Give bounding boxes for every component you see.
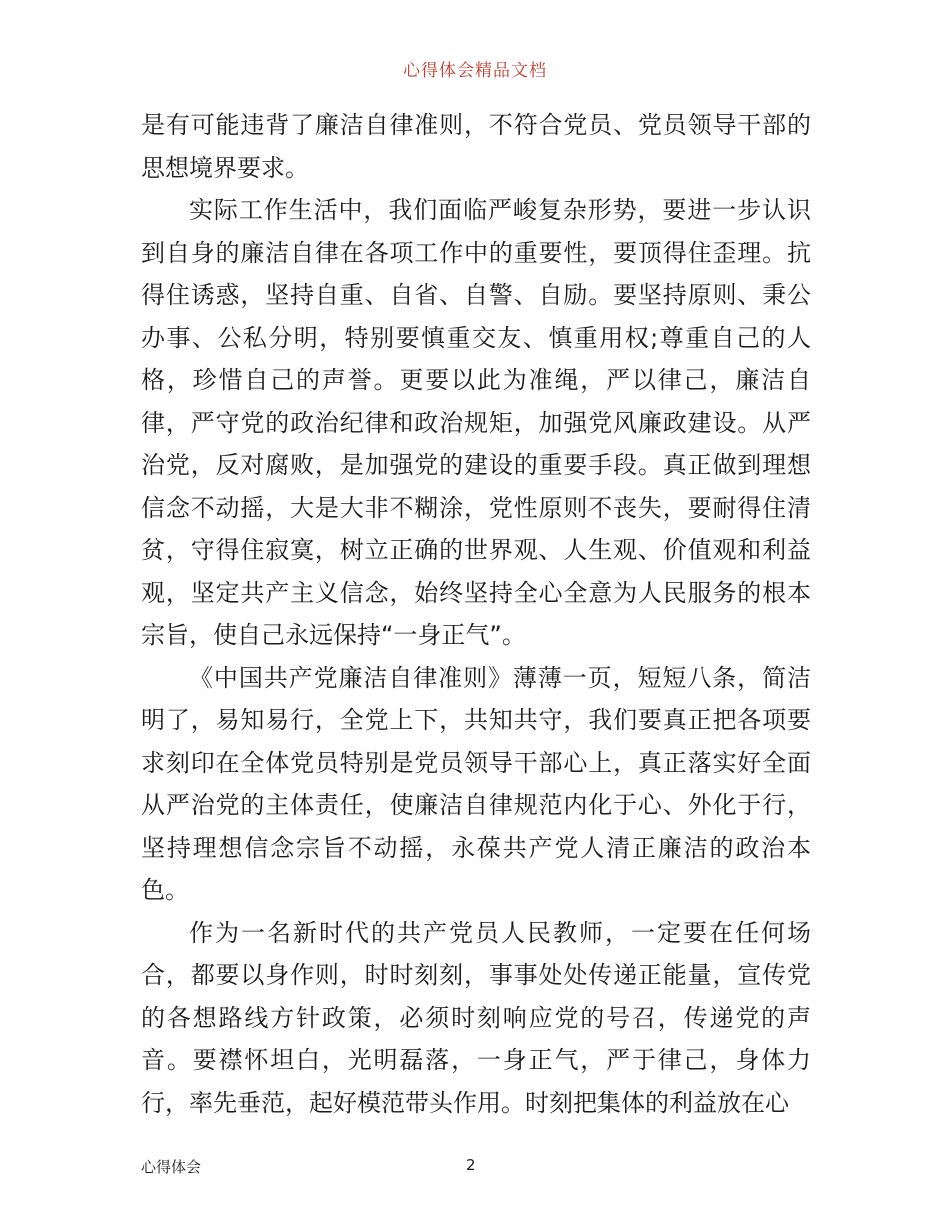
footer-label: 心得体会 — [141, 1158, 202, 1176]
paragraph-teacher-role: 作为一名新时代的共产党员人民教师，一定要在任何场合，都要以身作则，时时刻刻，事事处处传递正能量，宣传党的各想路线方针政策，必须时刻响应党的号召，传递党的声音。要襟怀坦白，光明磊落，一身正气，严于律己，身体力行，率先垂范，起好模范带头作用。时刻把集体的利益放在心 — [141, 918, 811, 1117]
page-number: 2 — [466, 1156, 476, 1174]
paragraph-self-discipline: 实际工作生活中，我们面临严峻复杂形势，要进一步认识到自身的廉洁自律在各项工作中的重要性，要顶得住歪理。抗得住诱惑，坚持自重、自省、自警、自励。要坚持原则、秉公办事、公私分明，特别要慎重交友、慎重用权;尊重自己的人格，珍惜自己的声誉。更要以此为准绳，严以律己，廉洁自律，严守党的政治纪律和政治规矩，加强党风廉政建设。从严治党，反对腐败，是加强党的建设的重要手段。真正做到理想信念不动摇，大是大非不糊涂，党性原则不丧失，要耐得住清贫，守得住寂寞，树立正确的世界观、人生观、价值观和利益观，坚定共产主义信念，始终坚持全心全意为人民服务的根本宗旨，使自己永远保持“一身正气”。 — [141, 196, 811, 649]
document-header-title: 心得体会精品文档 — [403, 61, 547, 81]
document-body — [141, 104, 811, 1124]
paragraph-code-of-conduct: 《中国共产党廉洁自律准则》薄薄一页，短短八条，简洁明了，易知易行，全党上下，共知共守，我们要真正把各项要求刻印在全体党员特别是党员领导干部心上，真正落实好全面从严治党的主体责任，使廉洁自律规范内化于心、外化于行，坚持理想信念宗旨不动摇，永葆共产党人清正廉洁的政治本色。 — [141, 663, 811, 904]
paragraph-continuation: 是有可能违背了廉洁自律准则，不符合党员、党员领导干部的思想境界要求。 — [141, 111, 811, 182]
